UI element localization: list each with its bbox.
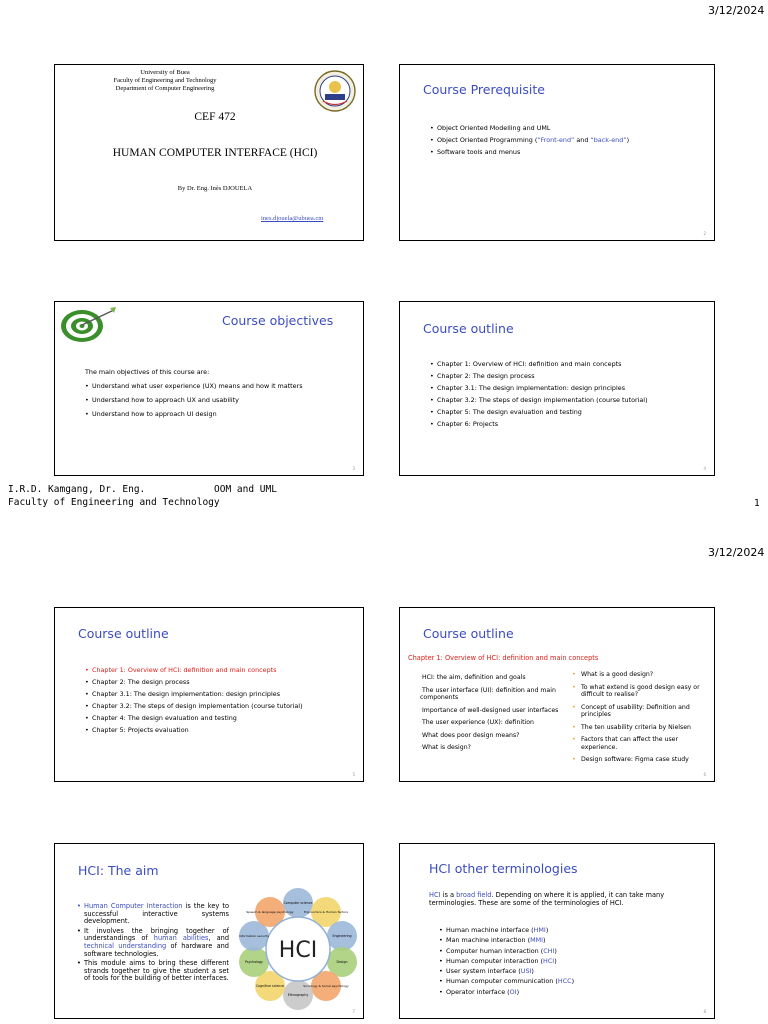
paragraph: • Human Computer Interaction is the key to successful interactive systems development.	[77, 902, 229, 926]
list-item: • To what extend is good design easy or difficult to realise?	[572, 683, 700, 698]
faculty-name: Faculty of Engineering and Technology	[113, 77, 217, 84]
list-item: • Understand how to approach UI design	[85, 407, 303, 421]
diagram-label: Psychology	[245, 960, 263, 964]
diagram-label: Information security	[238, 934, 270, 938]
list-item: • Operator interface (OI)	[439, 987, 574, 997]
slide-number: 6	[703, 772, 706, 777]
list-item: • Human machine interface (HMI)	[439, 925, 574, 935]
slide-heading: Course outline	[78, 626, 169, 641]
slide-course-outline-2	[54, 607, 364, 782]
list-item: ·The user interface (UI): definition and main components	[420, 686, 556, 701]
footer-author: I.R.D. Kamgang, Dr. Eng.	[8, 484, 146, 495]
list-item: ·Importance of well-designed user interfaces	[420, 706, 559, 714]
target-icon	[58, 304, 118, 348]
slide-title	[54, 64, 364, 241]
list-item: • Understand what user experience (UX) means and how it matters	[85, 379, 303, 393]
paragraph: • This module aims to bring these different strands together to give the student a set of tools for the building of better interfaces.	[77, 959, 229, 983]
list-item: • Man machine interaction (MMI)	[439, 935, 574, 945]
course-title: HUMAN COMPUTER INTERFACE (HCI)	[112, 147, 318, 159]
list-item: • Chapter 2: The design process	[85, 676, 303, 688]
slide-course-objectives	[54, 301, 364, 476]
list-item: • What is a good design?	[572, 671, 654, 678]
list-item: • Understand how to approach UX and usability	[85, 393, 303, 407]
slide-number: 8	[703, 1009, 706, 1014]
diagram-label: Sociology & Social psychology	[303, 984, 349, 988]
diagram-center-label: HCI	[278, 938, 318, 963]
terminologies-intro: HCI is a broad field. Depending on where it is applied, it can take many terminologies. These are some of the terminologies of HCI.	[429, 891, 665, 907]
list-item: • Chapter 3.2: The steps of design implementation (course tutorial)	[85, 700, 303, 712]
paragraph: • It involves the bringing together of understandings of human abilities, and technical understanding of hardware and software technologies.	[77, 926, 229, 958]
slide-heading: HCI: The aim	[78, 863, 159, 878]
slide-heading: HCI other terminologies	[429, 861, 578, 876]
left-topics	[420, 674, 568, 757]
list-item: ·HCI: the aim, definition and goals	[420, 674, 526, 681]
diagram-label: Ergonomics & Human factors	[304, 910, 348, 914]
diagram-label: Cognitive science	[255, 984, 285, 988]
list-item: • Concept of usability: Definition and principles	[572, 703, 690, 718]
chapter-subtitle: Chapter 1: Overview of HCI: definition and main concepts	[408, 654, 599, 662]
list-item: ·What is design?	[420, 744, 471, 751]
list-item-highlight: • Chapter 1: Overview of HCI: definition and main concepts	[85, 664, 303, 676]
university-name: University of Buea	[140, 69, 190, 76]
list-item: • Chapter 6: Projects	[430, 418, 648, 430]
slide-heading: Course Prerequisite	[423, 82, 545, 97]
diagram-label: Speech & language psychology	[246, 910, 294, 914]
list-item: • Chapter 1: Overview of HCI: definition and main concepts	[430, 358, 648, 370]
diagram-label: Computer science	[283, 901, 313, 905]
page-date: 3/12/2024	[708, 546, 765, 559]
university-seal-icon	[313, 70, 357, 116]
slide-heading: Course outline	[423, 626, 514, 641]
list-item: • Chapter 5: The design evaluation and testing	[430, 406, 648, 418]
list-item: ·What does poor design means?	[420, 731, 520, 739]
slide-heading: Course outline	[423, 321, 514, 336]
slide-course-outline-3	[399, 607, 715, 782]
list-item: • Chapter 3.2: The steps of design implementation (course tutorial)	[430, 394, 648, 406]
slide-heading: Course objectives	[222, 313, 334, 328]
footer-course: OOM and UML	[214, 484, 277, 495]
list-item: • Chapter 2: The design process	[430, 370, 648, 382]
email-link[interactable]: ines.djouela@ubuea.cm	[261, 215, 324, 222]
hci-disciplines-diagram	[235, 886, 361, 1016]
list-item: • Computer human interaction (CHI)	[439, 946, 574, 956]
slide-course-outline-1	[399, 301, 715, 476]
list-item: • Chapter 4: The design evaluation and testing	[85, 712, 303, 724]
slide-course-prerequisite	[399, 64, 715, 241]
page-number: 1	[754, 498, 760, 509]
list-item: • Object Oriented Modelling and UML	[430, 122, 629, 134]
list-item: • User system interface (USI)	[439, 966, 574, 976]
list-item: • The ten usability criteria by Nielsen	[572, 723, 691, 731]
department-name: Department of Computer Engineering	[115, 85, 215, 92]
list-item: • Object Oriented Programming (“Front-end” and “back-end”)	[430, 134, 629, 146]
slide-number: 4	[703, 466, 706, 471]
right-topics	[572, 671, 704, 769]
slide-hci-aim	[54, 843, 364, 1019]
page-date: 3/12/2024	[708, 4, 765, 17]
list-item: • Factors that can affect the user experience.	[572, 736, 679, 751]
list-item: • Design software: Figma case study	[572, 756, 689, 763]
diagram-label: Ethnography	[287, 993, 309, 997]
slide-number: 7	[352, 1009, 355, 1014]
list-item: • Software tools and menus	[430, 146, 629, 158]
author: By Dr. Eng. Inès DJOUELA	[177, 185, 253, 192]
list-item: • Chapter 5: Projects evaluation	[85, 724, 303, 736]
list-item: • Human computer interaction (HCI)	[439, 956, 574, 966]
objectives-intro: The main objectives of this course are:	[85, 368, 210, 376]
footer-faculty: Faculty of Engineering and Technology	[8, 497, 220, 508]
slide-number: 2	[703, 231, 706, 236]
list-item: • Human computer communication (HCC)	[439, 976, 574, 986]
list-item: ·The user experience (UX): definition	[420, 719, 534, 726]
slide-number: 5	[352, 772, 355, 777]
list-item: • Chapter 3.1: The design implementation: design principles	[430, 382, 648, 394]
diagram-label: Design	[336, 960, 348, 964]
diagram-label: Engineering	[332, 934, 352, 938]
slide-number: 3	[352, 466, 355, 471]
slide-hci-terminologies	[399, 843, 715, 1019]
course-code: CEF 472	[194, 111, 236, 123]
list-item: • Chapter 3.1: The design implementation: design principles	[85, 688, 303, 700]
aim-paragraphs	[77, 903, 229, 983]
